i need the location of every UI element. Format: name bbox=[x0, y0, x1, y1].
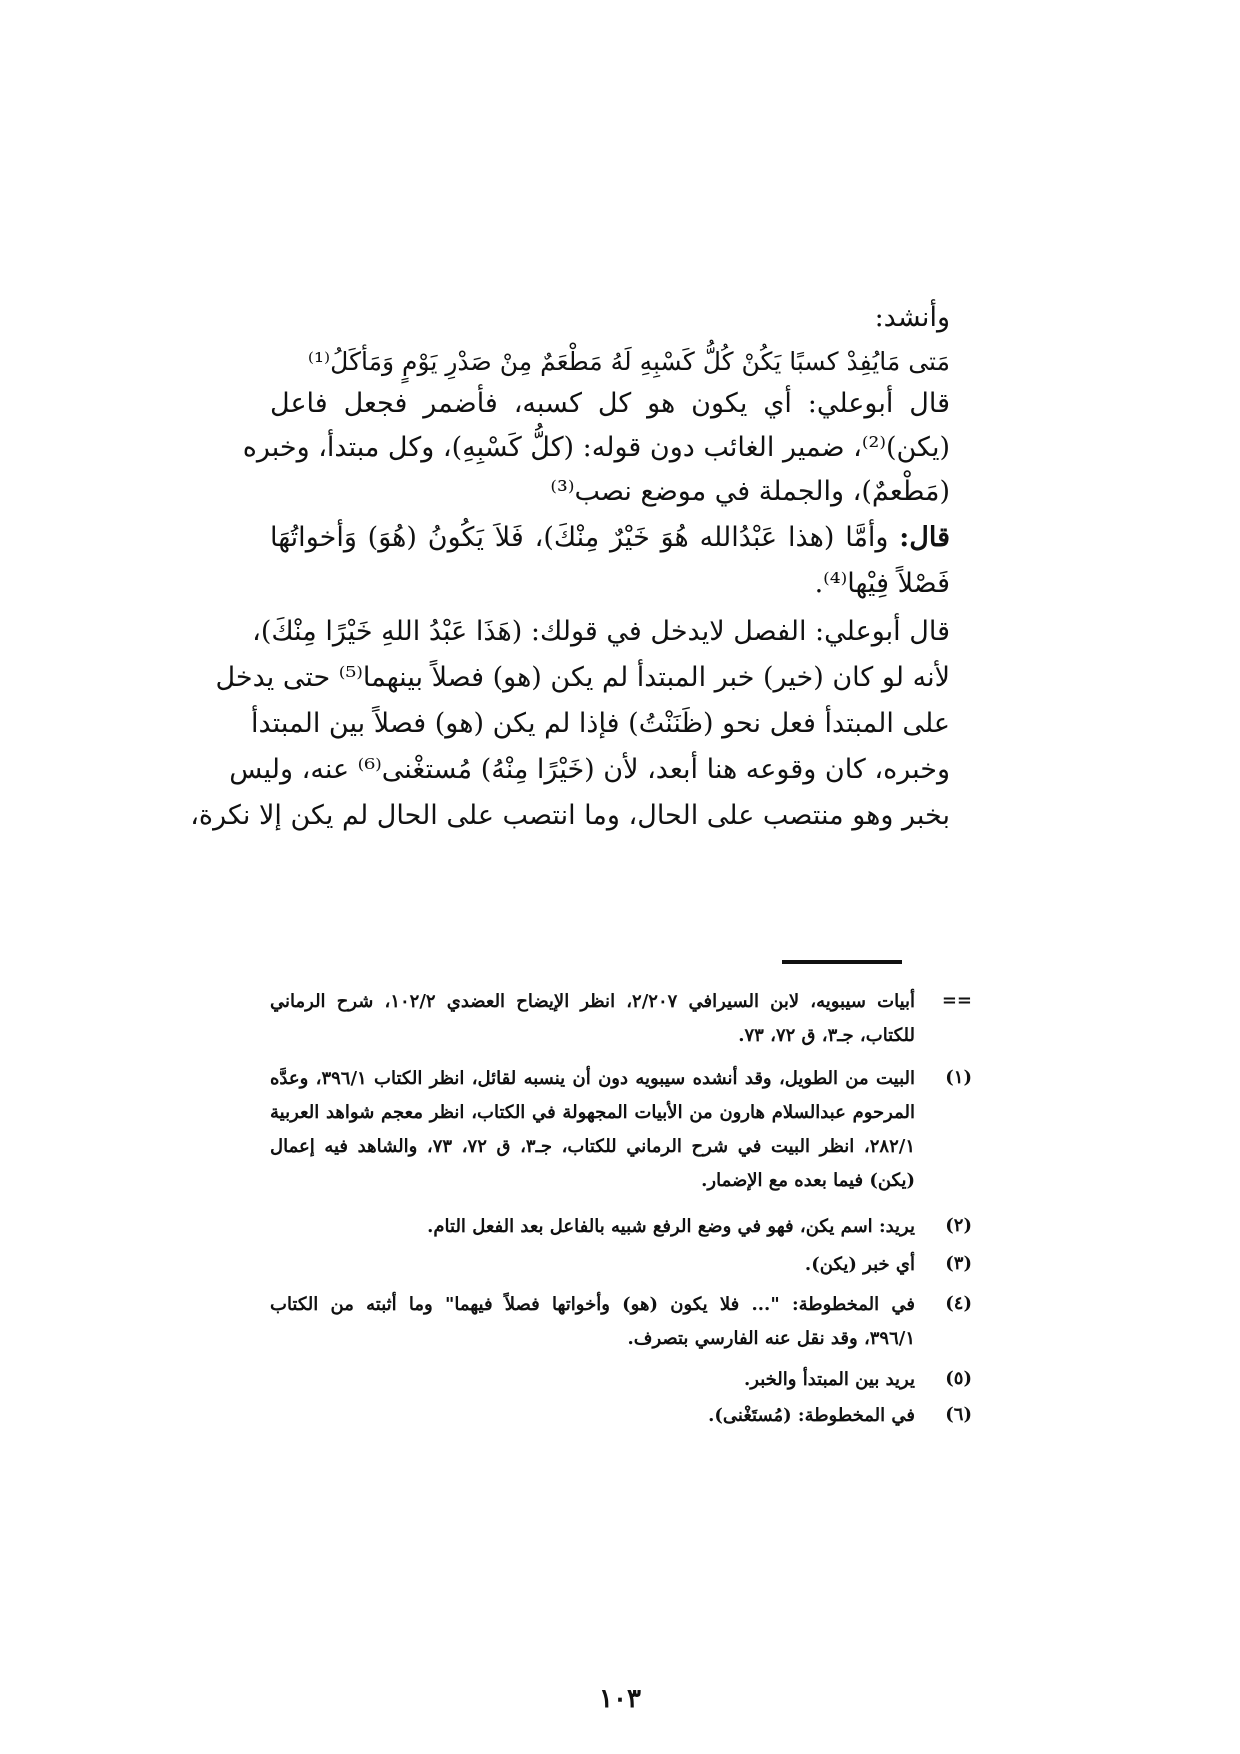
footnote-6-line-1: في المخطوطة: (مُستَغْنى). bbox=[708, 1405, 915, 1426]
paragraph-1-line-3: (مَطْعمٌ)، والجملة في موضع نصب⁽³⁾ bbox=[550, 476, 950, 507]
footnote-1-line-4: (يكن) فيما بعده مع الإضمار. bbox=[701, 1170, 915, 1191]
paragraph-3-line-3: على المبتدأ فعل نحو (ظَنَنْتُ) فإذا لم يكن (هو) فصلاً بين المبتدأ bbox=[251, 708, 950, 739]
footnote-3-line-1: أي خبر (يكن). bbox=[804, 1254, 915, 1275]
footnote-number: (٣) bbox=[945, 1253, 972, 1274]
footnote-number: (٦) bbox=[945, 1404, 972, 1425]
paragraph-3-line-1: قال أبوعلي: الفصل لايدخل في قولك: (هَذَا عَبْدُ اللهِ خَيْرًا مِنْكَ)، bbox=[252, 616, 950, 647]
paragraph-3-line-4: وخبره، كان وقوعه هنا أبعد، لأن (خَيْرًا مِنْهُ) مُستغْنى⁽⁶⁾ عنه، وليس bbox=[229, 754, 950, 785]
footnote-number: (٢) bbox=[945, 1215, 972, 1236]
paragraph-2-line-2: فَصْلاً فِيْها⁽⁴⁾. bbox=[814, 568, 950, 599]
footnote-number: (٥) bbox=[945, 1368, 972, 1389]
paragraph-2-line-1: قال: وأمَّا (هذا عَبْدُالله هُوَ خَيْرٌ مِنْكَ)، فَلاَ يَكُونُ (هُوَ) وَأخواتُهَا bbox=[270, 522, 950, 553]
paragraph-1-line-2: (يكن)⁽²⁾، ضمير الغائب دون قوله: (كلُّ كَسْبِهِ)، وكل مبتدأ، وخبره bbox=[242, 432, 950, 463]
footnote-4-line-2: ٣٩٦/١، وقد نقل عنه الفارسي بتصرف. bbox=[627, 1328, 915, 1349]
paragraph-3-line-5: بخبر وهو منتصب على الحال، وما انتصب على الحال لم يكن إلا نكرة، bbox=[190, 800, 950, 831]
footnote-2-line-1: يريد: اسم يكن، فهو في وضع الرفع شبيه بالفاعل بعد الفعل التام. bbox=[427, 1216, 915, 1237]
footnote-0-line-1: أبيات سيبويه، لابن السيرافي ٢/٢٠٧، انظر الإيضاح العضدي ١٠٢/٢، شرح الرماني bbox=[270, 991, 916, 1012]
verse-line: مَتى مَايُفِدْ كسبًا يَكُنْ كُلُّ كَسْبِهِ لَهُ مَطْعَمٌ مِنْ صَدْرِ يَوْمٍ وَمَأكَلُ⁽¹⁾ bbox=[307, 347, 950, 376]
footnote-4-line-1: في المخطوطة: "... فلا يكون (هو) وأخواتها فصلاً فيهما" وما أثبته من الكتاب bbox=[270, 1294, 915, 1315]
footnote-marker: == bbox=[941, 990, 972, 1011]
paragraph-1-line-1: قال أبوعلي: أي يكون هو كل كسبه، فأضمر فجعل فاعل bbox=[270, 388, 950, 419]
footnote-5-line-1: يريد بين المبتدأ والخبر. bbox=[744, 1369, 915, 1390]
footnote-number: (٤) bbox=[945, 1293, 972, 1314]
footnote-1-line-1: البيت من الطويل، وقد أنشده سيبويه دون أن ينسبه لقائل، انظر الكتاب ٣٩٦/١، وعدَّه bbox=[270, 1068, 915, 1089]
footnote-0-line-2: للكتاب، جـ٣، ق ٧٢، ٧٣. bbox=[738, 1025, 915, 1046]
qala-label: قال: bbox=[899, 522, 950, 553]
footnote-1-line-2: المرحوم عبدالسلام هارون من الأبيات المجهولة في الكتاب، انظر معجم شواهد العربية bbox=[270, 1102, 915, 1123]
footnote-separator bbox=[782, 960, 902, 964]
footnote-1-line-3: ٢٨٢/١، انظر البيت في شرح الرماني للكتاب، جـ٣، ق ٧٢، ٧٣، والشاهد فيه إعمال bbox=[270, 1136, 915, 1157]
intro-line: وأنشد: bbox=[874, 302, 950, 333]
paragraph-3-line-2: لأنه لو كان (خير) خبر المبتدأ لم يكن (هو) فصلاً بينهما⁽⁵⁾ حتى يدخل bbox=[215, 662, 950, 693]
footnote-number: (١) bbox=[945, 1067, 972, 1088]
page-number: ١٠٣ bbox=[599, 1684, 641, 1714]
